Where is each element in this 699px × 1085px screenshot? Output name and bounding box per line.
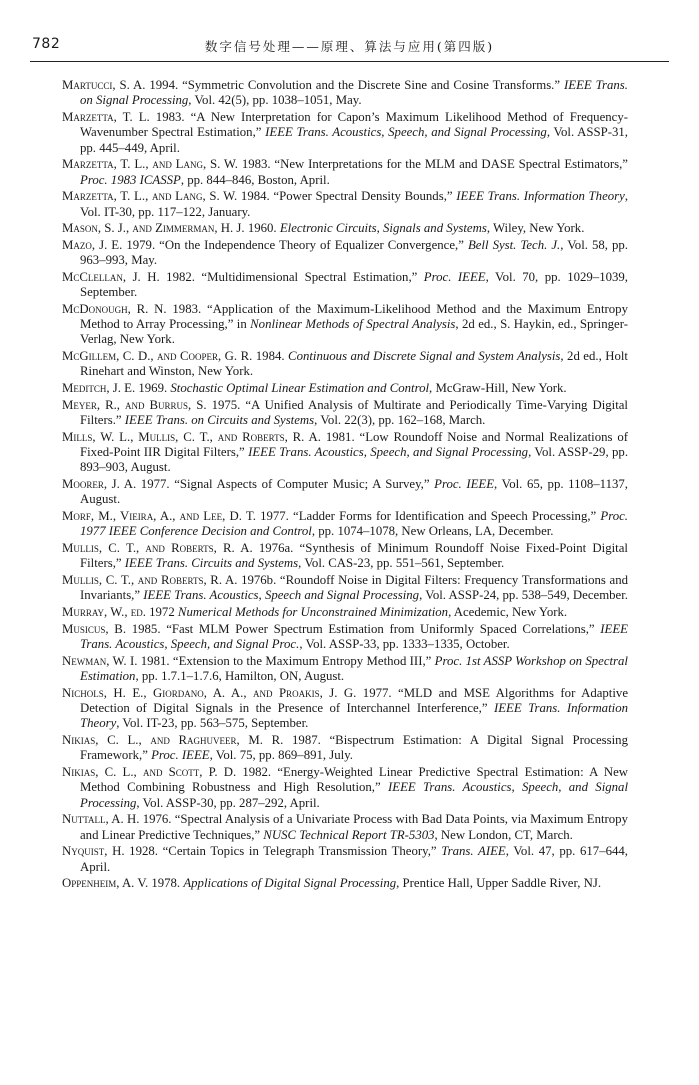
reference-text: 1979. “On the Independence Theory of Equalizer Convergence,” <box>122 237 468 252</box>
reference-venue: IEEE Trans. Information Theory <box>80 701 628 731</box>
page-header <box>30 36 669 58</box>
reference-entry <box>62 876 628 891</box>
reference-details: , pp. 844–846, Boston, April. <box>180 172 330 187</box>
reference-venue: IEEE Trans. Acoustics, Speech, and Signal Processing <box>80 780 628 810</box>
reference-authors: Nikias, C. L., and Raghuveer, M. R. <box>62 732 284 747</box>
reference-authors: Oppenheim, A. V. <box>62 876 149 891</box>
reference-authors: McGillem, C. D., and Cooper, G. R. <box>62 349 253 364</box>
reference-text: 1969. <box>135 381 171 396</box>
reference-entry <box>62 349 628 380</box>
reference-text: 1978. <box>148 876 184 891</box>
reference-details: , McGraw-Hill, New York. <box>429 381 567 396</box>
reference-details: , 2d ed., Holt Rinehart and Winston, New York. <box>80 349 628 379</box>
reference-entry <box>62 430 628 476</box>
reference-authors: Musicus, B. <box>62 621 127 636</box>
reference-details: , Vol. IT-23, pp. 563–575, September. <box>116 716 309 731</box>
reference-text: 1985. “Fast MLM Power Spectrum Estimation from Uniformly Spaced Correlations,” <box>126 621 601 636</box>
reference-text: 1977. “MLD and MSE Algorithms for Adaptive Detection of Digital Signals in the Presence of Interchannel Interference,” <box>80 685 628 715</box>
reference-venue: Proc. IEEE <box>423 269 486 284</box>
reference-entry <box>62 221 628 236</box>
reference-list <box>62 78 628 893</box>
reference-text: 1982. “Energy-Weighted Linear Predictive Spectral Estimation: A New Method Combining Robustness and High Resolution,” <box>80 764 628 795</box>
reference-details: , Wiley, New York. <box>486 221 585 236</box>
reference-venue: Stochastic Optimal Linear Estimation and Control <box>170 381 430 396</box>
reference-entry <box>62 622 628 653</box>
reference-authors: Murray, W., ed. <box>62 605 146 620</box>
reference-venue: IEEE Trans. Acoustics, Speech, and Signal Proc. <box>80 621 628 652</box>
reference-venue: Bell Syst. Tech. J. <box>467 237 561 252</box>
reference-venue: IEEE Trans. Acoustics, Speech and Signal Processing <box>143 588 420 603</box>
reference-venue: IEEE Trans. Acoustics, Speech, and Signal Processing <box>248 445 529 460</box>
header-rule <box>30 61 669 62</box>
reference-details: , Vol. 42(5), pp. 1038–1051, May. <box>188 93 362 108</box>
reference-entry <box>62 844 628 875</box>
reference-entry <box>62 381 628 396</box>
reference-details: , Vol. IT-30, pp. 117–122, January. <box>80 189 629 219</box>
reference-authors: Marzetta, T. L. <box>62 109 150 124</box>
reference-text: 1987. “Bispectrum Estimation: A Digital Signal Processing Framework,” <box>80 732 628 763</box>
reference-text: 1960. <box>244 221 280 236</box>
reference-venue: Numerical Methods for Unconstrained Minimization <box>177 605 449 620</box>
reference-entry <box>62 654 628 685</box>
reference-venue: IEEE Trans. on Signal Processing <box>80 78 628 108</box>
reference-details: , New London, CT, March. <box>434 827 573 842</box>
reference-details: , Vol. 58, pp. 963–993, May. <box>80 237 629 268</box>
reference-entry <box>62 302 628 348</box>
reference-details: , Vol. ASSP-29, pp. 893–903, August. <box>80 445 629 475</box>
reference-authors: Nikias, C. L., and Scott, P. D. <box>62 764 237 779</box>
reference-text: 1977. “Ladder Forms for Identification and Speech Processing,” <box>255 509 601 524</box>
reference-details: , Vol. 47, pp. 617–644, April. <box>80 844 628 874</box>
reference-authors: Mills, W. L., Mullis, C. T., and Roberts, R. A. <box>62 429 321 444</box>
reference-venue: IEEE Trans. Information Theory <box>456 189 625 204</box>
reference-text: 1976a. “Synthesis of Minimum Roundoff Noise Fixed-Point Digital Filters,” <box>80 541 628 571</box>
reference-entry <box>62 477 628 508</box>
reference-venue: Proc. IEEE <box>434 477 495 492</box>
reference-authors: McClellan, J. H. <box>62 269 160 284</box>
reference-entry <box>62 110 628 156</box>
reference-details: , Vol. 65, pp. 1108–1137, August. <box>80 477 628 507</box>
reference-text: 1982. “Multidimensional Spectral Estimation,” <box>159 269 424 284</box>
reference-venue: Proc. 1st ASSP Workshop on Spectral Estimation <box>80 653 628 684</box>
reference-entry <box>62 605 628 620</box>
reference-text: 1981. “Extension to the Maximum Entropy Method III,” <box>137 653 435 668</box>
reference-authors: Meditch, J. E. <box>62 381 136 396</box>
reference-venue: Proc. IEEE <box>151 748 210 763</box>
reference-entry <box>62 541 628 572</box>
reference-entry <box>62 238 628 269</box>
reference-authors: Newman, W. I. <box>62 653 138 668</box>
reference-details: , Vol. ASSP-24, pp. 538–549, December. <box>419 588 628 603</box>
reference-venue: Continuous and Discrete Signal and System Analysis <box>288 349 561 364</box>
reference-venue: Proc. 1977 IEEE Conference Decision and Control <box>80 509 628 539</box>
reference-entry <box>62 573 628 604</box>
reference-authors: Mazo, J. E. <box>62 237 123 252</box>
reference-entry <box>62 398 628 429</box>
reference-text: 1994. “Symmetric Convolution and the Discrete Sine and Cosine Transforms.” <box>145 78 564 92</box>
reference-authors: Mullis, C. T., and Roberts, R. A. <box>62 573 238 588</box>
reference-entry <box>62 686 628 732</box>
reference-details: , 2d ed., S. Haykin, ed., Springer-Verlag, New York. <box>80 317 628 347</box>
reference-text: 1975. “A Unified Analysis of Multirate and Periodically Time-Varying Digital Filters.” <box>80 397 628 428</box>
reference-text: 1984. “Power Spectral Density Bounds,” <box>237 189 457 204</box>
reference-text: 1928. “Certain Topics in Telegraph Transmission Theory,” <box>124 844 442 859</box>
reference-authors: Martucci, S. A. <box>62 78 146 92</box>
reference-details: , Vol. 22(3), pp. 162–168, March. <box>314 413 486 428</box>
reference-venue: IEEE Trans. Circuits and Systems <box>124 556 299 571</box>
reference-venue: NUSC Technical Report TR-5303 <box>263 827 435 842</box>
reference-authors: McDonough, R. N. <box>62 301 167 316</box>
running-title: 数字信号处理——原理、算法与应用(第四版) <box>204 39 495 54</box>
reference-text: 1983. “New Interpretations for the MLM and DASE Spectral Estimators,” <box>238 157 628 172</box>
reference-authors: Marzetta, T. L., and Lang, S. W. <box>62 157 238 172</box>
reference-text: 1976. “Spectral Analysis of a Univariate Process with Bad Data Points, via Maximum Entropy and Linear Predictive Techniques,” <box>80 812 628 842</box>
reference-entry <box>62 157 628 188</box>
reference-entry <box>62 189 628 220</box>
reference-details: , Vol. ASSP-33, pp. 1333–1335, October. <box>299 637 510 652</box>
reference-venue: Electronic Circuits, Signals and Systems <box>279 221 487 236</box>
reference-venue: Applications of Digital Signal Processing <box>183 876 397 891</box>
reference-authors: Mullis, C. T., and Roberts, R. A. <box>62 541 253 556</box>
reference-details: , Vol. CAS-23, pp. 551–561, September. <box>298 556 505 571</box>
reference-entry <box>62 270 628 301</box>
reference-entry <box>62 733 628 764</box>
reference-text: 1983. “Application of the Maximum-Likelihood Method and the Maximum Entropy Method to Array Processing,” in <box>80 301 628 332</box>
reference-entry <box>62 78 628 109</box>
reference-entry <box>62 812 628 843</box>
page-number: 782 <box>32 36 61 52</box>
reference-authors: Nuttall, A. H. <box>62 812 140 827</box>
reference-venue: IEEE Trans. on Circuits and Systems <box>124 413 315 428</box>
reference-details: , Vol. ASSP-30, pp. 287–292, April. <box>136 795 320 810</box>
reference-authors: Nichols, H. E., Giordano, A. A., and Proakis, J. G. <box>62 685 357 700</box>
reference-venue: Trans. AIEE <box>441 844 506 859</box>
reference-details: , pp. 1074–1078, New Orleans, LA, December. <box>311 524 554 539</box>
reference-venue: Nonlinear Methods of Spectral Analysis <box>250 317 456 332</box>
reference-authors: Meyer, R., and Burrus, S. <box>62 397 207 412</box>
reference-text: 1976b. “Roundoff Noise in Digital Filters: Frequency Transformations and Invariants,” <box>80 573 628 603</box>
reference-details: , Prentice Hall, Upper Saddle River, NJ. <box>396 876 602 891</box>
reference-authors: Mason, S. J., and Zimmerman, H. J. <box>62 221 245 236</box>
reference-venue: Proc. 1983 ICASSP <box>80 172 181 187</box>
reference-entry <box>62 509 628 540</box>
reference-details: , Vol. 75, pp. 869–891, July. <box>209 748 353 763</box>
reference-authors: Moorer, J. A. <box>62 477 137 492</box>
reference-text: 1972 <box>145 605 178 620</box>
reference-details: , Vol. 70, pp. 1029–1039, September. <box>80 269 628 300</box>
reference-text: 1981. “Low Roundoff Noise and Normal Realizations of Fixed-Point IIR Digital Filters,” <box>80 429 629 460</box>
reference-details: , pp. 1.7.1–1.7.6, Hamilton, ON, August. <box>135 669 345 684</box>
reference-text: 1983. “A New Interpretation for Capon’s Maximum Likelihood Method of Frequency-Wavenumber Spectral Estimation,” <box>80 109 628 140</box>
reference-venue: IEEE Trans. Acoustics, Speech, and Signal Processing <box>265 125 547 140</box>
reference-authors: Nyquist, H. <box>62 844 125 859</box>
reference-text: 1977. “Signal Aspects of Computer Music; A Survey,” <box>136 477 435 492</box>
reference-details: , Acedemic, New York. <box>448 605 568 620</box>
reference-authors: Marzetta, T. L., and Lang, S. W. <box>62 189 238 204</box>
reference-details: , Vol. ASSP-31, pp. 445–449, April. <box>80 125 628 155</box>
reference-text: 1984. <box>252 349 289 364</box>
reference-authors: Morf, M., Vieira, A., and Lee, D. T. <box>62 509 256 524</box>
reference-entry <box>62 765 628 811</box>
